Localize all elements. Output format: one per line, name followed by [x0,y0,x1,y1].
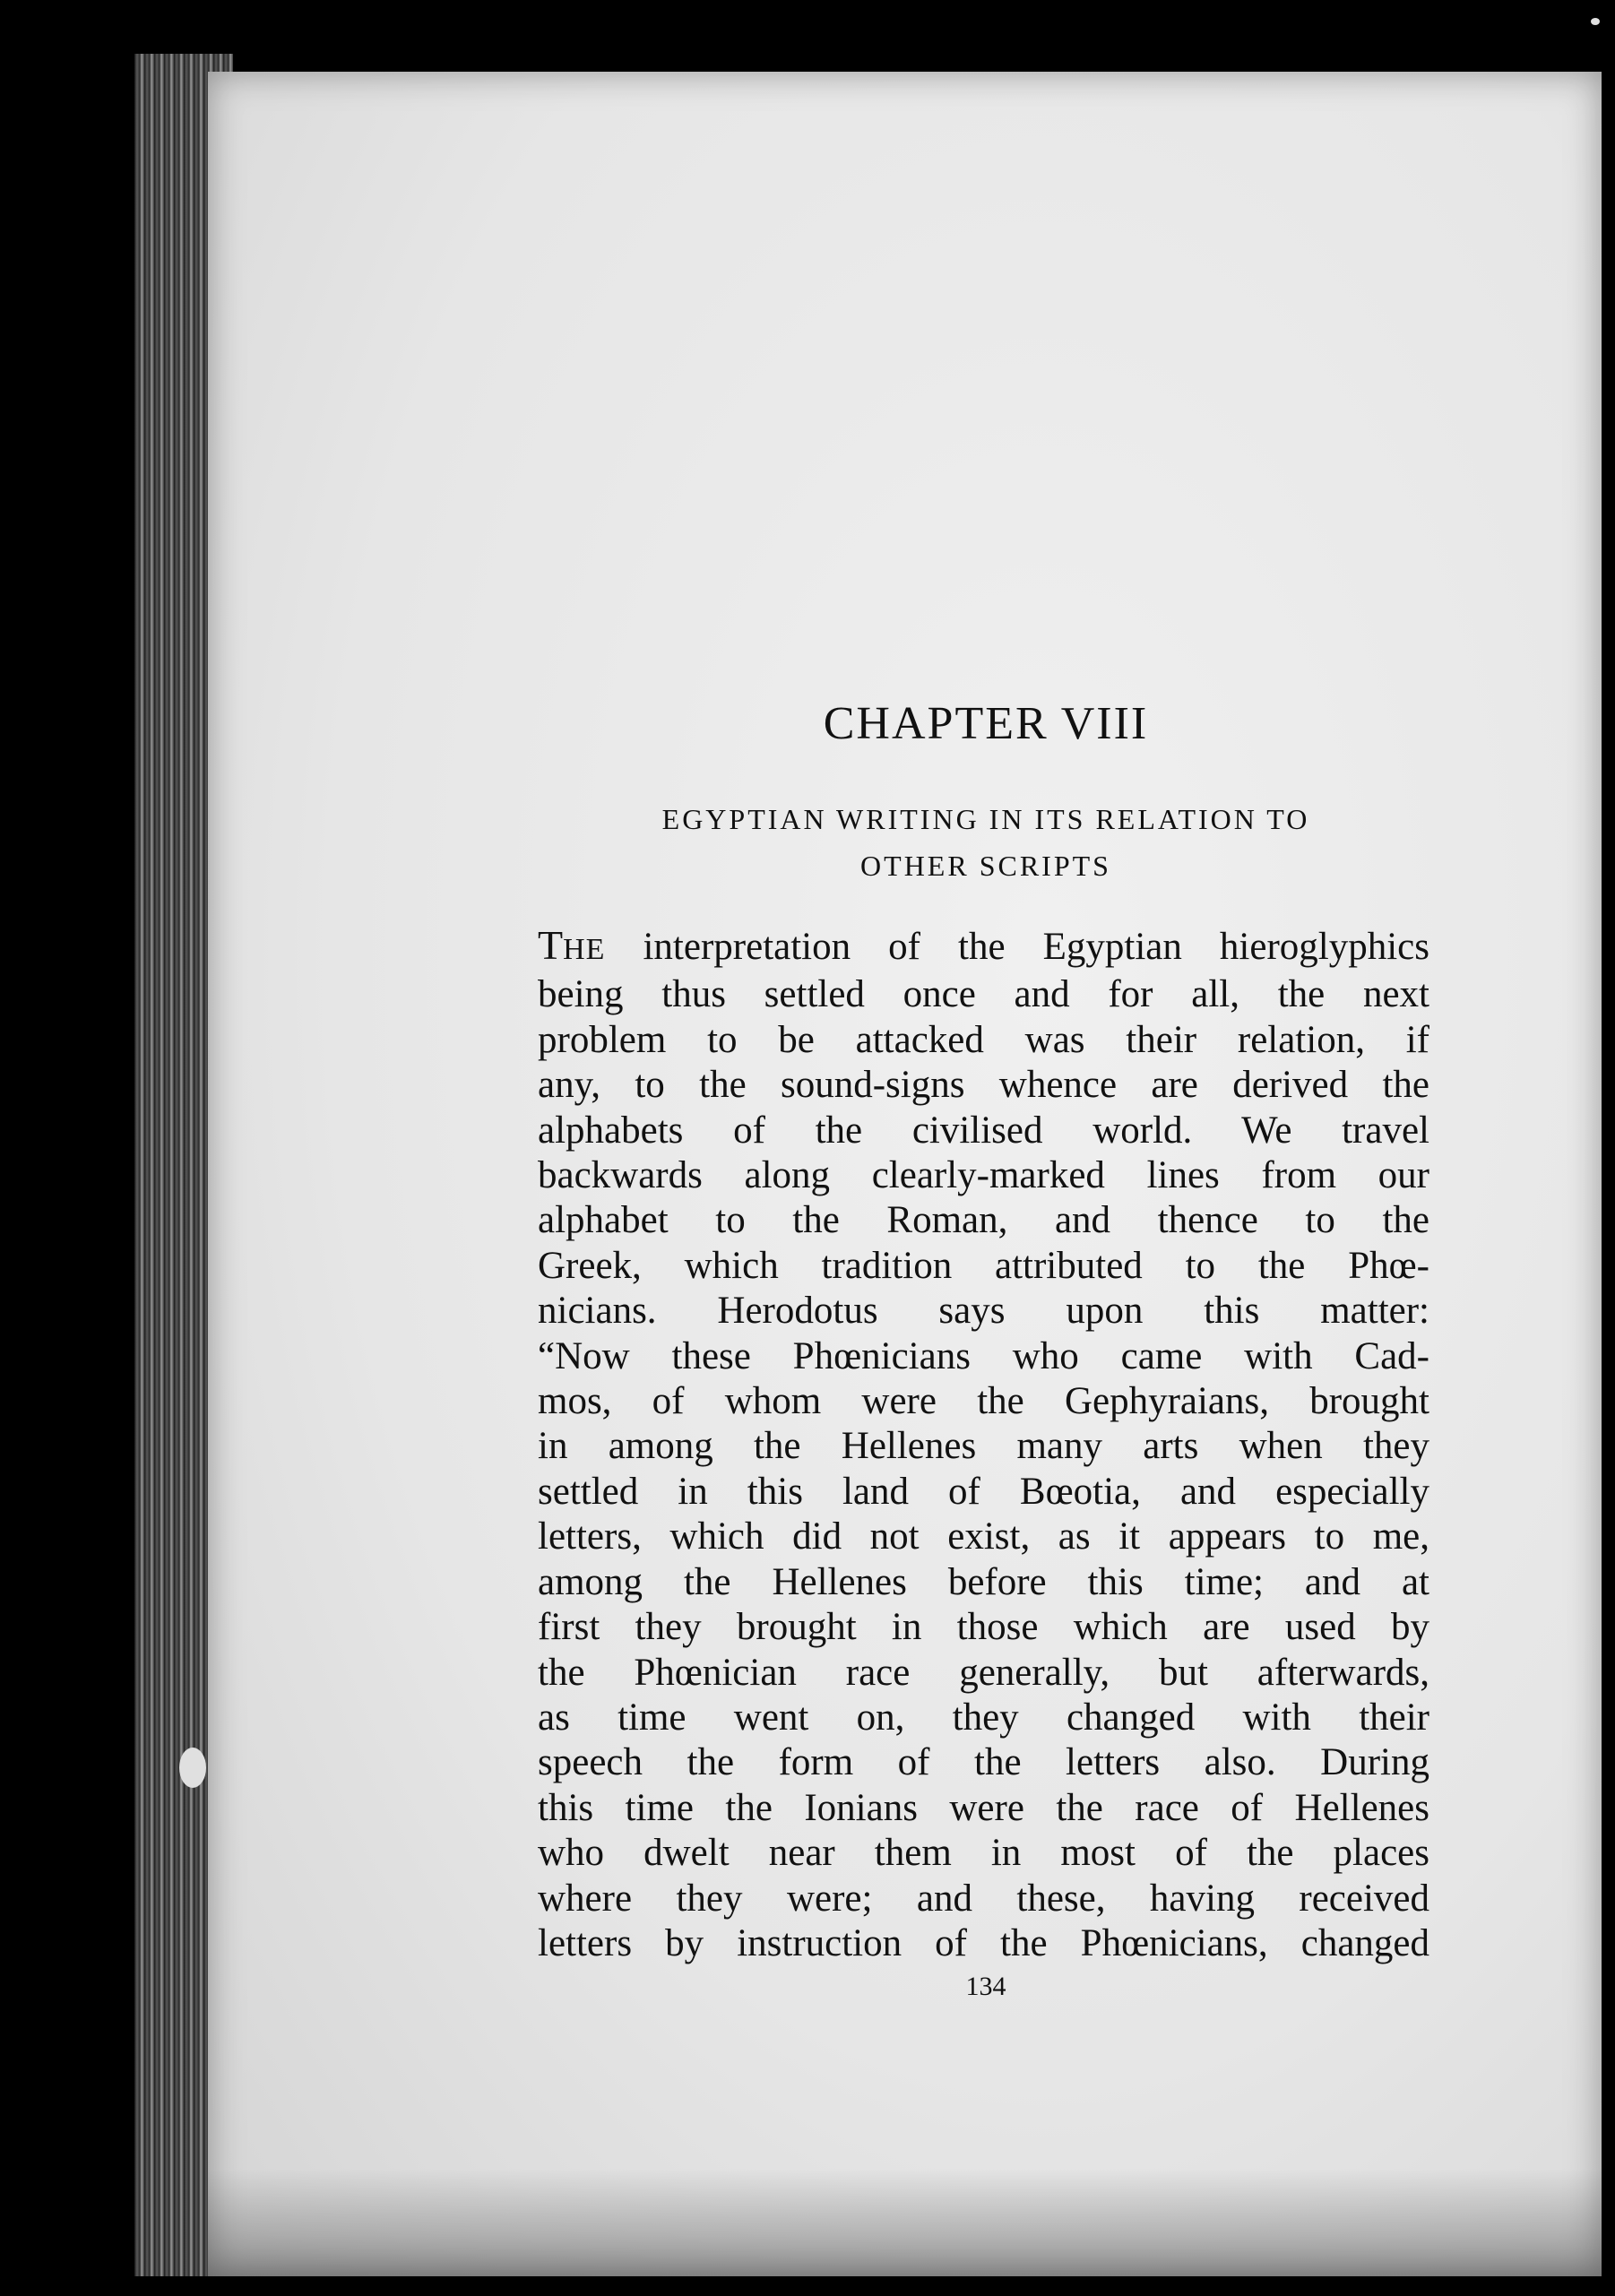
body-line: among the Hellenes before this time; and at [538,1560,1429,1603]
chapter-subtitle-line: OTHER SCRIPTS [860,850,1111,882]
body-line: “Now these Phœnicians who came with Cad- [538,1334,1429,1377]
body-line: where they were; and these, having received [538,1877,1429,1920]
body-line: mos, of whom were the Gephyraians, brought [538,1380,1429,1423]
body-line: the Phœnician race generally, but afterwards, [538,1651,1429,1694]
body-line: speech the form of the letters also. During [538,1741,1429,1784]
body-line [538,923,1429,972]
body-line: alphabets of the civilised world. We travel [538,1109,1429,1152]
dust-speck [1591,18,1600,25]
body-line: nicians. Herodotus says upon this matter: [538,1290,1429,1333]
chapter-title: CHAPTER VIII [823,698,1149,749]
body-line: this time the Ionians were the race of Hellenes [538,1786,1429,1829]
body-line: as time went on, they changed with their [538,1696,1429,1739]
body-line: being thus settled once and for all, the next [538,973,1429,1016]
small-caps-word: HE [563,933,606,966]
dust-speck [179,1748,206,1788]
body-line: letters by instruction of the Phœnicians, changed [538,1921,1429,1964]
body-line-text: interpretation of the Egyptian hieroglyphics [605,926,1429,968]
page-number: 134 [965,1972,1006,2001]
body-line: letters, which did not exist, as it appears to me, [538,1515,1429,1558]
body-line: in among the Hellenes many arts when they [538,1425,1429,1468]
page-bottom-shadow [208,2169,1602,2276]
body-line: backwards along clearly-marked lines from our [538,1154,1429,1197]
body-line: any, to the sound-signs whence are derived the [538,1064,1429,1107]
body-line: first they brought in those which are used by [538,1606,1429,1649]
drop-initial: T [538,922,564,968]
body-line: problem to be attacked was their relation, if [538,1018,1429,1061]
body-line: who dwelt near them in most of the places [538,1832,1429,1875]
body-line: Greek, which tradition attributed to the Phœ- [538,1244,1429,1287]
body-line: settled in this land of Bœotia, and especially [538,1470,1429,1513]
chapter-subtitle-line: EGYPTIAN WRITING IN ITS RELATION TO [661,803,1310,835]
body-paragraph [538,923,1429,1966]
body-line: alphabet to the Roman, and thence to the [538,1199,1429,1242]
chapter-subtitle [556,796,1416,889]
